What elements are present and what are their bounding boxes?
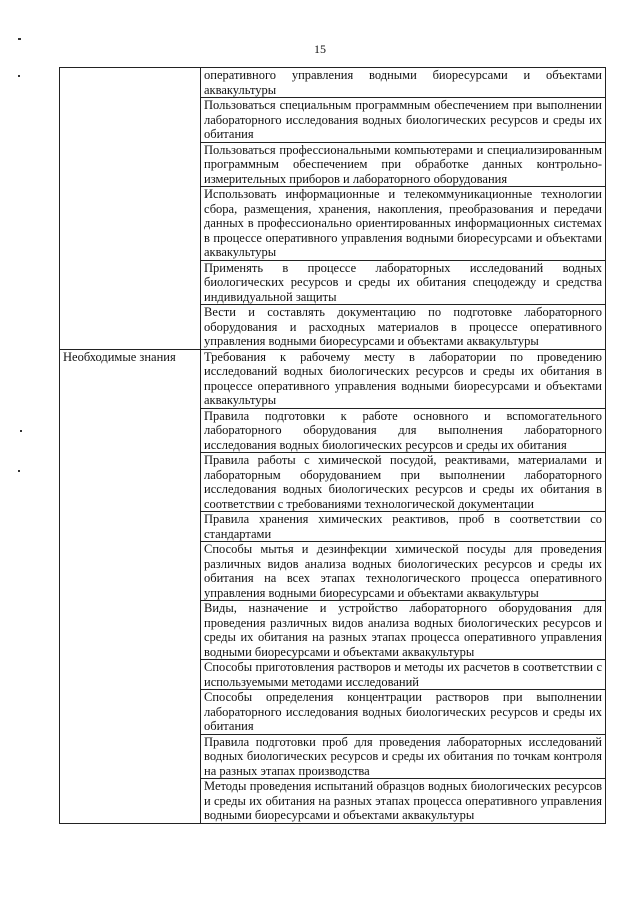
knowledge-item: Правила хранения химических реактивов, проб в соответствии со стандартами [201, 512, 606, 542]
scan-mark [18, 38, 21, 40]
knowledge-item: Способы приготовления растворов и методы их расчетов в соответствии с используемыми методами исследований [201, 660, 606, 690]
scan-mark [20, 430, 22, 432]
skills-label-cell [60, 68, 201, 350]
skill-item: Пользоваться профессиональными компьютерами и специализированным программным обеспечением при обработке данных контрольно-измерительных приборов и лабораторного оборудования [201, 142, 606, 187]
knowledge-section-label: Необходимые знания [60, 349, 201, 823]
skill-item: Использовать информационные и телекоммуникационные технологии сбора, размещения, хранения, накопления, преобразования и передачи данных в профессионально ориентированных информационных системах в процессе оперативного управления водными биоресурсами и объектами аквакультуры [201, 187, 606, 261]
scan-mark [18, 470, 20, 472]
scan-mark [18, 75, 20, 77]
knowledge-item: Методы проведения испытаний образцов водных биологических ресурсов и среды их обитания на разных этапах процесса оперативного управления водными биоресурсами и объектами аквакультуры [201, 779, 606, 824]
knowledge-item: Правила подготовки проб для проведения лабораторных исследований водных биологических ресурсов и среды их обитания по точкам контроля на разных этапах производства [201, 734, 606, 779]
knowledge-item: Способы определения концентрации растворов при выполнении лабораторного исследования водных биологических ресурсов и среды их обитания [201, 690, 606, 735]
table-row [60, 68, 606, 98]
knowledge-item: Требования к рабочему месту в лаборатории по проведению исследований водных биологических ресурсов и среды их обитания в процессе оперативного управления водными биоресурсами и объектами аквакультуры [201, 349, 606, 408]
skill-item: оперативного управления водными биоресурсами и объектами аквакультуры [201, 68, 606, 98]
competency-table [59, 67, 606, 824]
skill-item: Вести и составлять документацию по подготовке лабораторного оборудования и расходных материалов в процессе оперативного управления водными биоресурсами и объектами аквакультуры [201, 305, 606, 350]
skill-item: Применять в процессе лабораторных исследований водных биологических ресурсов и среды их обитания спецодежду и средства индивидуальной защиты [201, 260, 606, 305]
page-number: 15 [314, 42, 326, 56]
knowledge-item: Правила работы с химической посудой, реактивами, материалами и лабораторным оборудованием при выполнении лабораторного исследования водных биологических ресурсов и среды их обитания в соответствии с требованиями технологической документации [201, 453, 606, 512]
knowledge-item: Правила подготовки к работе основного и вспомогательного лабораторного оборудования для выполнения лабораторного исследования водных биологических ресурсов и среды их обитания [201, 408, 606, 453]
knowledge-item: Способы мытья и дезинфекции химической посуды для проведения различных видов анализа водных биологических ресурсов и среды их обитания на всех этапах технологического процесса оперативного управления водными биоресурсами и объектами аквакультуры [201, 542, 606, 601]
table-row [60, 349, 606, 408]
skill-item: Пользоваться специальным программным обеспечением при выполнении лабораторного исследования водных биологических ресурсов и среды их обитания [201, 98, 606, 143]
knowledge-item: Виды, назначение и устройство лабораторного оборудования для проведения различных видов анализа водных биологических ресурсов и среды их обитания на разных этапах процесса оперативного управления водными биоресурсами и объектами аквакультуры [201, 601, 606, 660]
